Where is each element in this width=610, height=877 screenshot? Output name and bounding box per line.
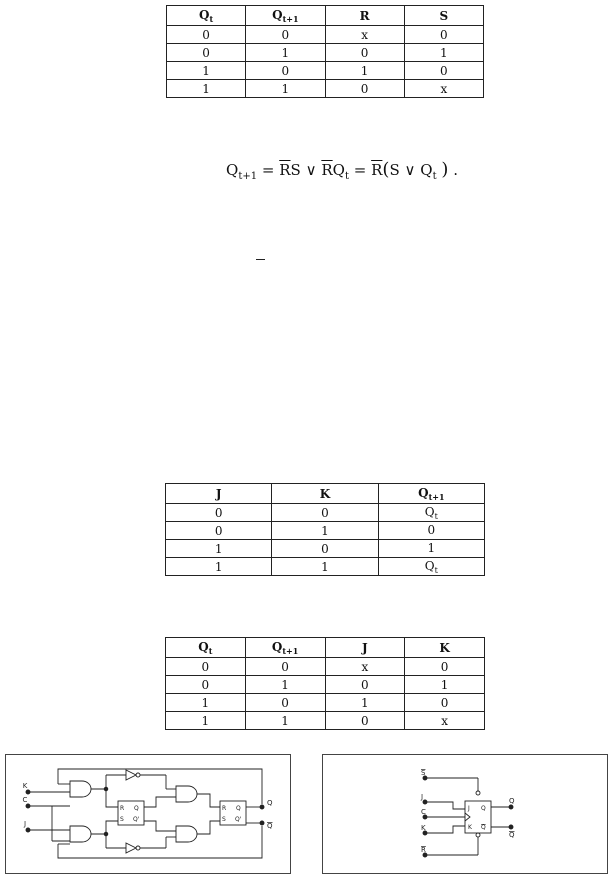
j-terminal xyxy=(26,828,30,832)
table-row xyxy=(167,80,484,98)
table-row xyxy=(166,694,485,712)
jk-circuit-figure xyxy=(5,754,291,874)
table-row xyxy=(166,504,485,522)
cell: 0 xyxy=(405,658,485,676)
table-row xyxy=(167,62,484,80)
wire-to-r1 xyxy=(91,789,118,807)
qbar-terminal xyxy=(509,825,513,829)
q-terminal xyxy=(260,805,264,809)
table-row xyxy=(167,26,484,44)
and-gate-3 xyxy=(176,786,197,802)
qbar-out-label: Q xyxy=(267,822,273,830)
jk-symbol-figure xyxy=(322,754,608,874)
c-label: C xyxy=(22,796,28,804)
qbar-out-label: Q xyxy=(509,831,515,839)
header-k: K xyxy=(272,484,378,504)
cell: 1 xyxy=(166,540,272,558)
cell: 0 xyxy=(167,26,246,44)
cell: 1 xyxy=(245,712,325,730)
header-r: R xyxy=(325,6,404,26)
cell: 1 xyxy=(166,694,246,712)
cell: 0 xyxy=(325,676,405,694)
header-j: J xyxy=(166,484,272,504)
k-label: K xyxy=(22,782,28,790)
cell: 0 xyxy=(166,658,246,676)
cell: 0 xyxy=(245,658,325,676)
j-label: J xyxy=(421,793,424,801)
cell: 0 xyxy=(166,676,246,694)
cell: 0 xyxy=(246,26,325,44)
q-terminal xyxy=(509,805,513,809)
header-qt1: $Q_{t+1}$ xyxy=(378,484,484,504)
cell: 0 xyxy=(325,80,404,98)
cell: 1 xyxy=(325,694,405,712)
cell: 1 xyxy=(166,712,246,730)
table-row xyxy=(166,712,485,730)
cell: 1 xyxy=(246,80,325,98)
cell: $Q_t$ xyxy=(378,504,484,522)
ff2-s-label: S xyxy=(222,816,226,823)
cell: 1 xyxy=(378,540,484,558)
inverter-bottom xyxy=(126,843,136,853)
c-label: C xyxy=(421,808,426,816)
inverter-top xyxy=(126,770,136,780)
clock-triangle xyxy=(465,813,470,821)
qbar-terminal xyxy=(260,821,264,825)
ff1-qp-wire xyxy=(144,821,176,831)
cell: x xyxy=(404,80,483,98)
cell: 0 xyxy=(166,504,272,522)
table-row xyxy=(166,558,485,576)
jk-circuit-diagram xyxy=(6,755,290,873)
cell: $Q_t$ xyxy=(378,558,484,576)
feedback-wire-top xyxy=(58,769,262,804)
cell: 1 xyxy=(405,676,485,694)
header-j: J xyxy=(325,638,405,658)
j-wire xyxy=(425,802,465,809)
cell: 0 xyxy=(404,26,483,44)
cell: 1 xyxy=(245,676,325,694)
cell: 1 xyxy=(272,558,378,576)
cell: x xyxy=(405,712,485,730)
q-out-label: Q xyxy=(267,799,273,807)
cell: 0 xyxy=(405,694,485,712)
cell: 0 xyxy=(325,44,404,62)
table-row xyxy=(166,658,485,676)
ff1-q-wire xyxy=(144,797,176,807)
jk-excitation-table xyxy=(165,637,485,730)
s-label: S xyxy=(421,769,426,777)
ff1-q-label: Q xyxy=(134,805,139,812)
wire-to-r2 xyxy=(197,794,220,807)
ff2-q-label: Q xyxy=(236,805,241,812)
ff2-r-label: R xyxy=(222,805,227,812)
jk-characteristic-table xyxy=(165,483,485,576)
ff2-q-prime-label: Q' xyxy=(235,816,242,823)
ff1-s-label: S xyxy=(120,816,124,823)
cell: 1 xyxy=(166,558,272,576)
table-header-row xyxy=(166,638,485,658)
cell: 1 xyxy=(325,62,404,80)
cell: 0 xyxy=(378,522,484,540)
header-s: S xyxy=(404,6,483,26)
j-terminal xyxy=(423,800,427,804)
box-j-label: J xyxy=(468,805,470,812)
wire-to-s1 xyxy=(91,821,118,834)
and-gate-4 xyxy=(176,826,197,842)
r-label: R xyxy=(421,846,426,854)
cell: x xyxy=(325,26,404,44)
r-bubble xyxy=(476,833,480,837)
header-qt1: $Q_{t+1}$ xyxy=(245,638,325,658)
k-label: K xyxy=(421,824,426,832)
j-label: J xyxy=(23,820,27,828)
cell: 0 xyxy=(167,44,246,62)
cell: 1 xyxy=(167,80,246,98)
overline-mark xyxy=(256,259,265,260)
cell: 0 xyxy=(404,62,483,80)
box-k-label: K xyxy=(468,824,472,831)
table-row xyxy=(166,522,485,540)
cell: 0 xyxy=(272,504,378,522)
header-qt: $Q_t$ xyxy=(166,638,246,658)
cell: 1 xyxy=(272,522,378,540)
table-header-row xyxy=(166,484,485,504)
q-out-label: Q xyxy=(509,797,515,805)
table-row xyxy=(166,676,485,694)
cell: 0 xyxy=(272,540,378,558)
header-qt: $Q_t$ xyxy=(167,6,246,26)
cell: 0 xyxy=(325,712,405,730)
ff1-q-prime-label: Q' xyxy=(133,816,140,823)
box-qbar-label: Q xyxy=(481,824,486,831)
header-qt1: $Q_{t+1}$ xyxy=(246,6,325,26)
cell: 1 xyxy=(404,44,483,62)
and-gate-2 xyxy=(70,826,91,842)
cell: 1 xyxy=(246,44,325,62)
and-gate-1 xyxy=(70,781,91,797)
cell: 0 xyxy=(245,694,325,712)
s-bubble xyxy=(476,791,480,795)
wire-to-s2 xyxy=(197,821,220,834)
cell: 0 xyxy=(166,522,272,540)
table-row xyxy=(166,540,485,558)
cell: x xyxy=(325,658,405,676)
ff1-r-label: R xyxy=(120,805,125,812)
k-terminal xyxy=(26,790,30,794)
c-terminal xyxy=(26,804,30,808)
k-wire xyxy=(425,826,465,833)
header-k: K xyxy=(405,638,485,658)
cell: 1 xyxy=(167,62,246,80)
rs-excitation-table xyxy=(166,5,484,98)
table-row xyxy=(167,44,484,62)
jk-symbol-diagram xyxy=(323,755,607,873)
characteristic-equation: $Q_{t+1} = \overline{R}S$ ∨ $\overline{R}Q_t = \overline{R}(S$ ∨ $Q_t$ ) . xyxy=(226,159,458,182)
cell: 0 xyxy=(246,62,325,80)
table-header-row xyxy=(167,6,484,26)
box-q-label: Q xyxy=(481,805,486,812)
